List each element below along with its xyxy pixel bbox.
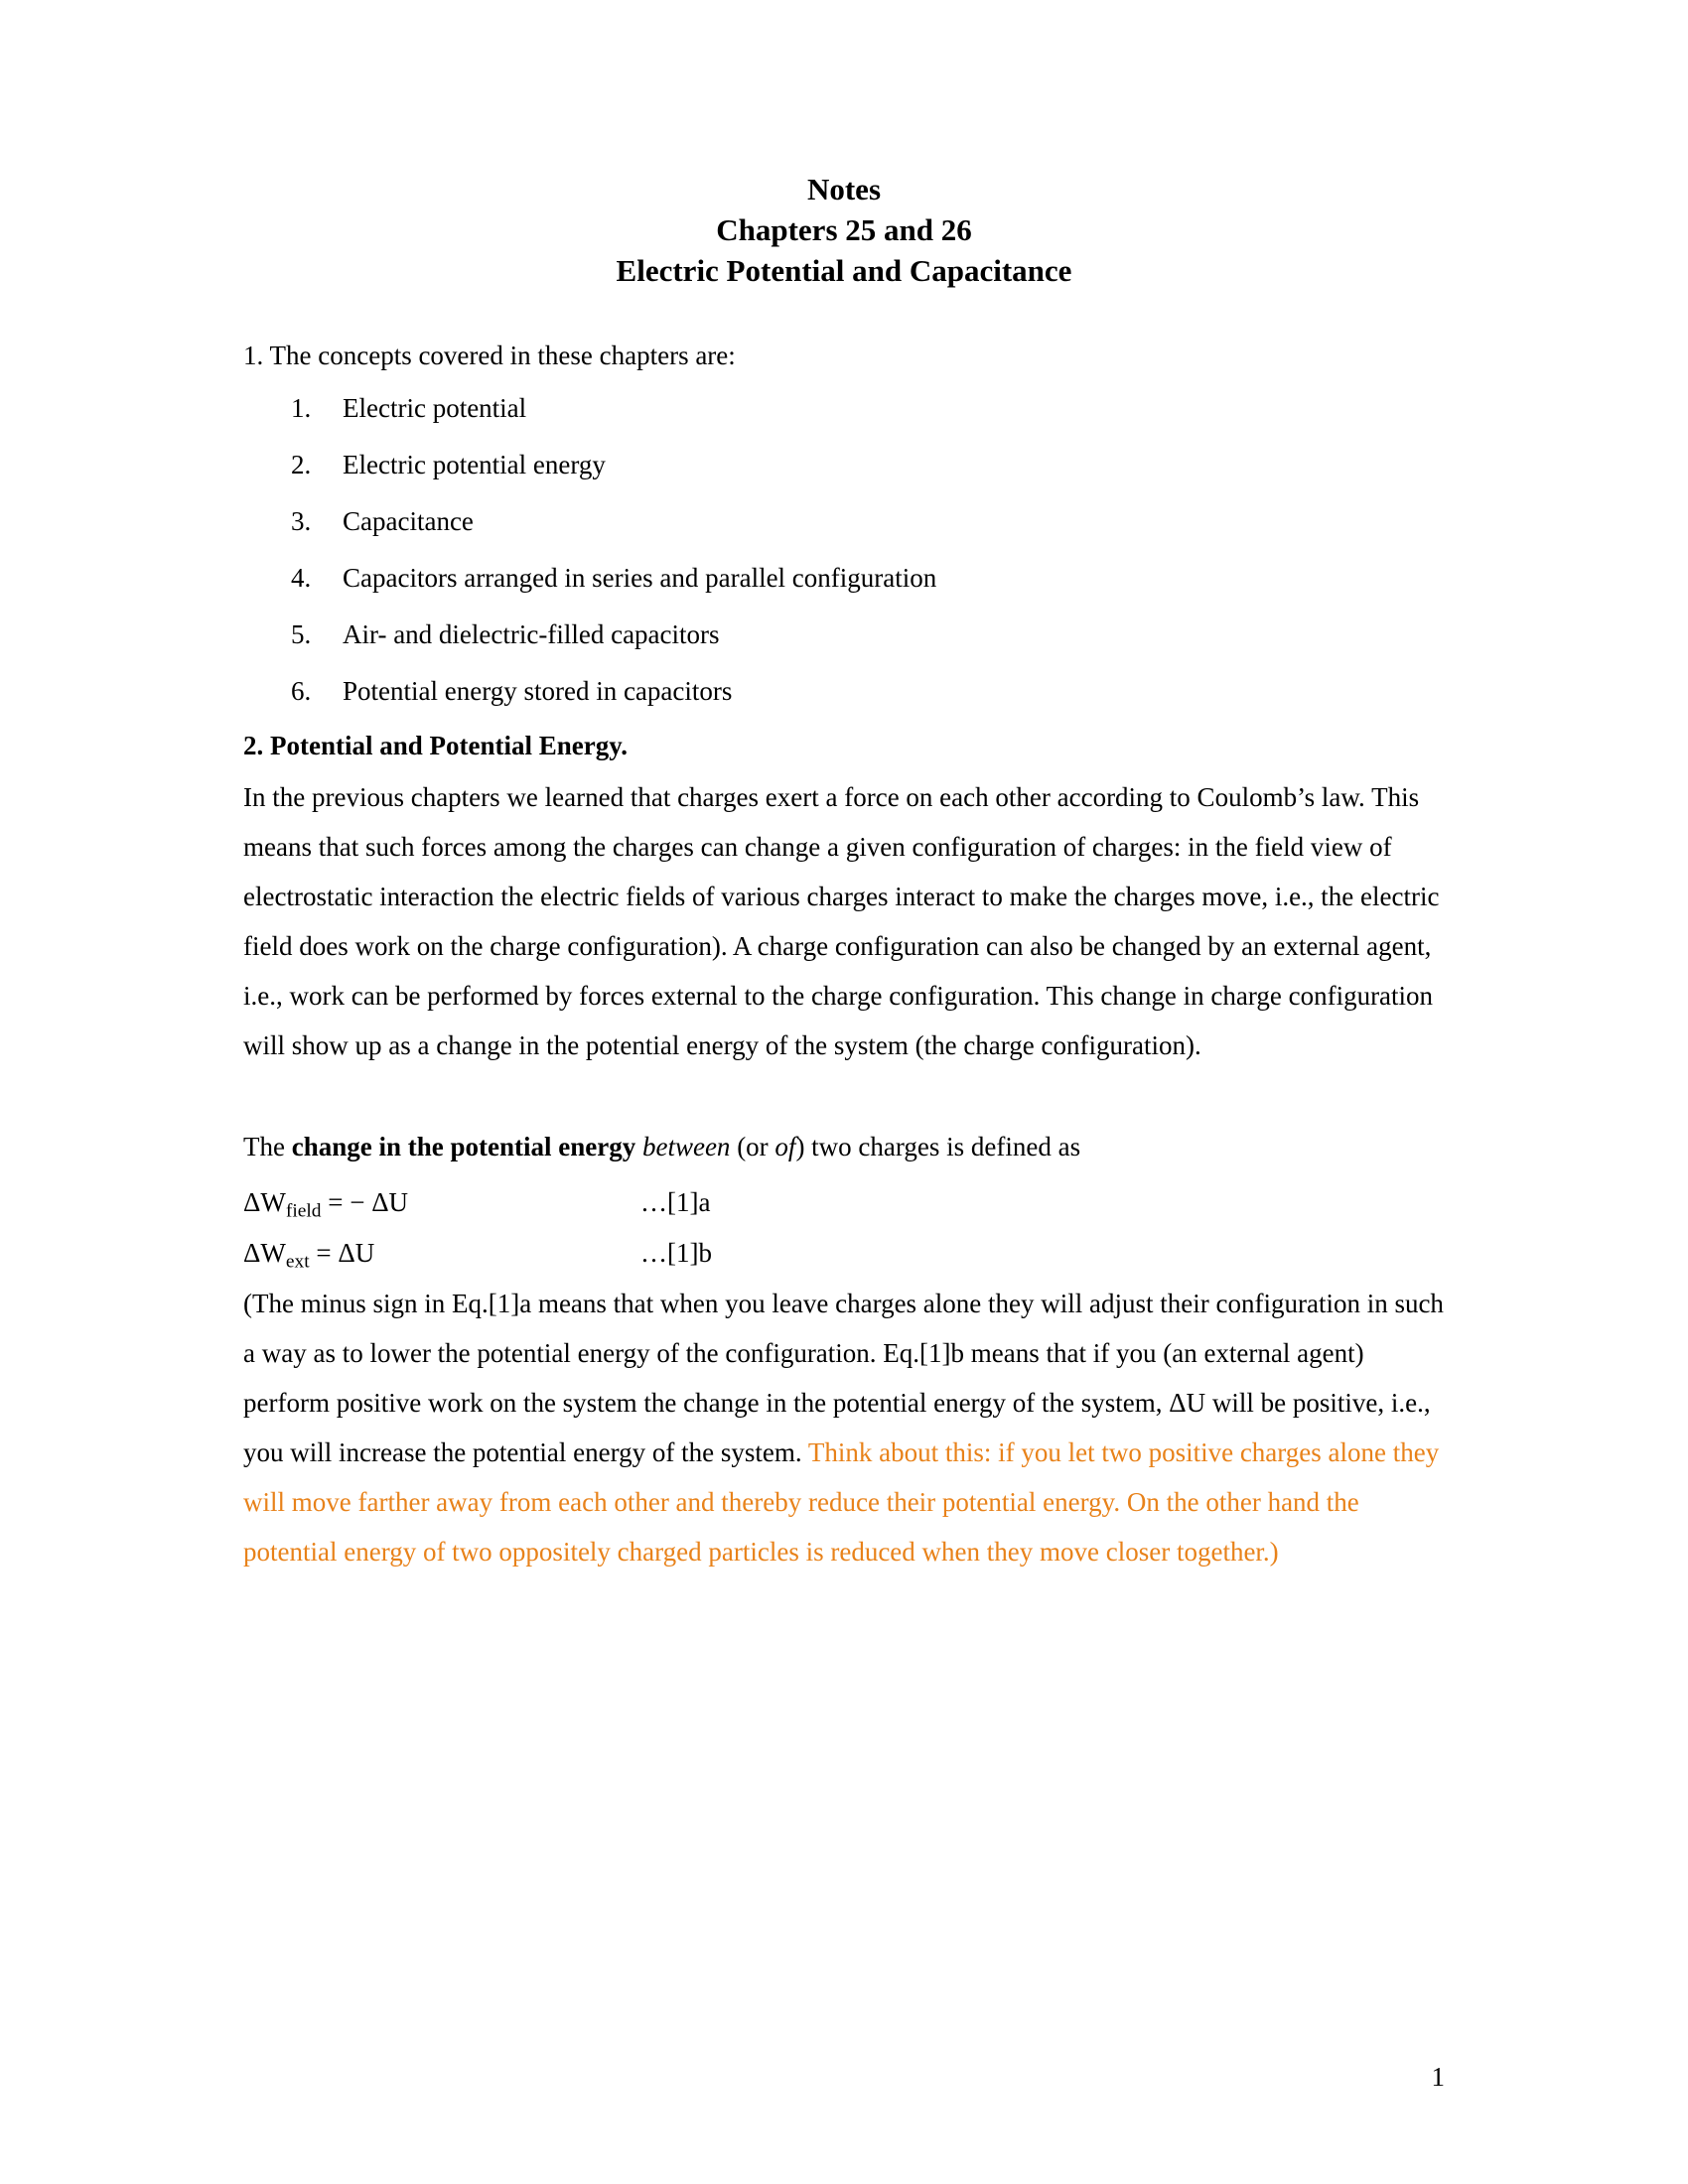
definition-tail: ) two charges is defined as bbox=[795, 1131, 1081, 1161]
document-title bbox=[243, 169, 1445, 292]
explanation-accent-text: Think about this: if you let two positive charges alone they will move farther away from each other and thereby reduce their potential energy. On the other hand the potential energy of two oppositely charged particles is reduced when they move closer together.) bbox=[243, 1437, 1440, 1568]
list-item-label: Capacitors arranged in series and parallel configuration bbox=[343, 562, 937, 593]
list-item bbox=[291, 617, 1445, 652]
section-2-title: Potential and Potential Energy. bbox=[270, 731, 628, 761]
equation-1b-symbol: ΔW bbox=[243, 1238, 286, 1269]
list-item-number: 2. bbox=[291, 449, 312, 479]
section-2-heading bbox=[243, 731, 1445, 761]
list-item-number: 5. bbox=[291, 618, 312, 649]
definition-italic-between: between bbox=[641, 1131, 731, 1161]
definition-lead: The bbox=[243, 1131, 292, 1161]
list-item-number: 6. bbox=[291, 675, 312, 706]
definition-mid: (or bbox=[730, 1131, 775, 1161]
list-item bbox=[291, 504, 1445, 539]
definition-paragraph bbox=[243, 1123, 1445, 1172]
list-item bbox=[291, 674, 1445, 709]
list-item-label: Electric potential energy bbox=[343, 449, 606, 479]
equation-1b-tag: …[1]b bbox=[640, 1238, 712, 1269]
equation-1a-body bbox=[243, 1178, 640, 1229]
concepts-list bbox=[243, 391, 1445, 710]
section-2-body: In the previous chapters we learned that charges exert a force on each other according to Coulomb’s law. This means that such forces among the charges can change a given configuration of charges: in the field view of electrostatic interaction the electric fields of various charges interact to make the charges move, i.e., the electric field does work on the charge configuration). A charge configuration can also be changed by an external agent, i.e., work can be performed by forces external to the charge configuration. This change in charge configuration will show up as a change in the potential energy of the system (the charge configuration). bbox=[243, 782, 1440, 1060]
equation-1a bbox=[243, 1178, 1445, 1229]
intro-paragraph: 1. The concepts covered in these chapters are: bbox=[243, 340, 736, 370]
equation-1b-rest: = ΔU bbox=[309, 1238, 375, 1269]
list-item-label: Air- and dielectric-filled capacitors bbox=[343, 618, 720, 649]
equation-1a-subscript: field bbox=[285, 1200, 322, 1222]
equation-1a-symbol: ΔW bbox=[243, 1186, 286, 1217]
title-line-1: Notes bbox=[806, 172, 882, 206]
equation-1a-tag: …[1]a bbox=[640, 1186, 711, 1217]
list-item-label: Potential energy stored in capacitors bbox=[343, 675, 733, 706]
section-2-number: 2. bbox=[243, 731, 270, 761]
title-line-3: Electric Potential and Capacitance bbox=[616, 253, 1072, 289]
equation-1b-body bbox=[243, 1229, 640, 1280]
definition-bold-phrase: change in the potential energy bbox=[291, 1131, 636, 1161]
equation-1b-subscript: ext bbox=[285, 1251, 310, 1273]
list-item-number: 3. bbox=[291, 505, 312, 536]
list-item-label: Capacitance bbox=[343, 505, 474, 536]
page-number: 1 bbox=[1431, 2062, 1445, 2092]
list-item bbox=[291, 561, 1445, 596]
list-item-label: Electric potential bbox=[343, 392, 527, 423]
explanation-paragraph bbox=[243, 1280, 1445, 1577]
vertical-spacer bbox=[243, 1077, 1445, 1123]
title-line-2: Chapters 25 and 26 bbox=[716, 212, 972, 248]
definition-italic-of: of bbox=[774, 1131, 796, 1161]
list-item-number: 4. bbox=[291, 562, 312, 593]
explanation-black-text: (The minus sign in Eq.[1]a means that when you leave charges alone they will adjust their configuration in such a way as to lower the potential energy of the configuration. Eq.[1]b means that if you (an external agent) perform positive work on the system the change in the potential energy of the system, ΔU will be positive, i.e., you will increase the potential energy of the system. bbox=[243, 1289, 1444, 1468]
list-item bbox=[291, 391, 1445, 426]
list-item-number: 1. bbox=[291, 392, 312, 423]
list-item bbox=[291, 448, 1445, 482]
equation-1a-rest: = − ΔU bbox=[321, 1186, 409, 1217]
equation-1b bbox=[243, 1229, 1445, 1280]
